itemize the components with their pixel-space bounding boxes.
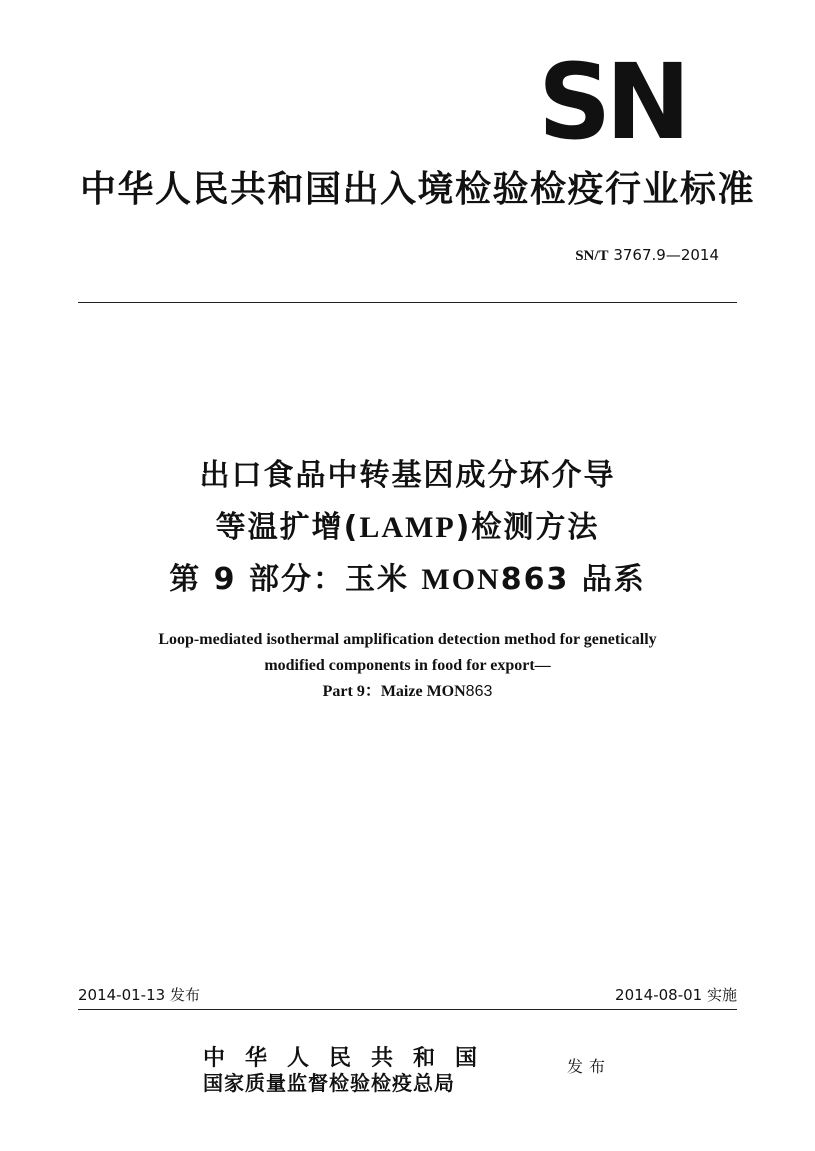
chinese-title-line-3: 第 9 部分：玉米 MON863 品系	[169, 562, 646, 597]
standard-code: SN/T	[575, 248, 609, 264]
english-title-line-1: Loop-mediated isothermal amplification detection method for genetically	[158, 631, 657, 648]
standard-number	[575, 245, 719, 266]
issue-date: 2014-01-13 发布	[78, 986, 200, 1004]
chinese-title-line-2: 等温扩增(LAMP)检测方法	[215, 510, 600, 545]
top-divider	[78, 302, 737, 303]
issuer-line-2: 国家质量监督检验检疫总局	[203, 1071, 455, 1095]
standard-type-heading: 中华人民共和国出入境检验检疫行业标准	[80, 169, 756, 210]
bottom-divider	[78, 1009, 737, 1010]
chinese-title-line-1: 出口食品中转基因成分环介导	[199, 458, 616, 493]
standard-number-value: 3767.9—2014	[613, 246, 719, 264]
issue-action-label: 发布	[567, 1057, 612, 1076]
issuing-authority	[203, 1045, 497, 1095]
english-title-line-2: modified components in food for export—	[264, 657, 551, 674]
chinese-title	[0, 450, 815, 606]
english-title-line-3: Part 9：Maize MON863	[322, 683, 493, 700]
english-title	[0, 627, 815, 705]
implementation-date: 2014-08-01 实施	[615, 986, 737, 1004]
issuer-line-1: 中华人民共和国	[203, 1045, 498, 1071]
sn-logo: SN	[538, 41, 685, 163]
